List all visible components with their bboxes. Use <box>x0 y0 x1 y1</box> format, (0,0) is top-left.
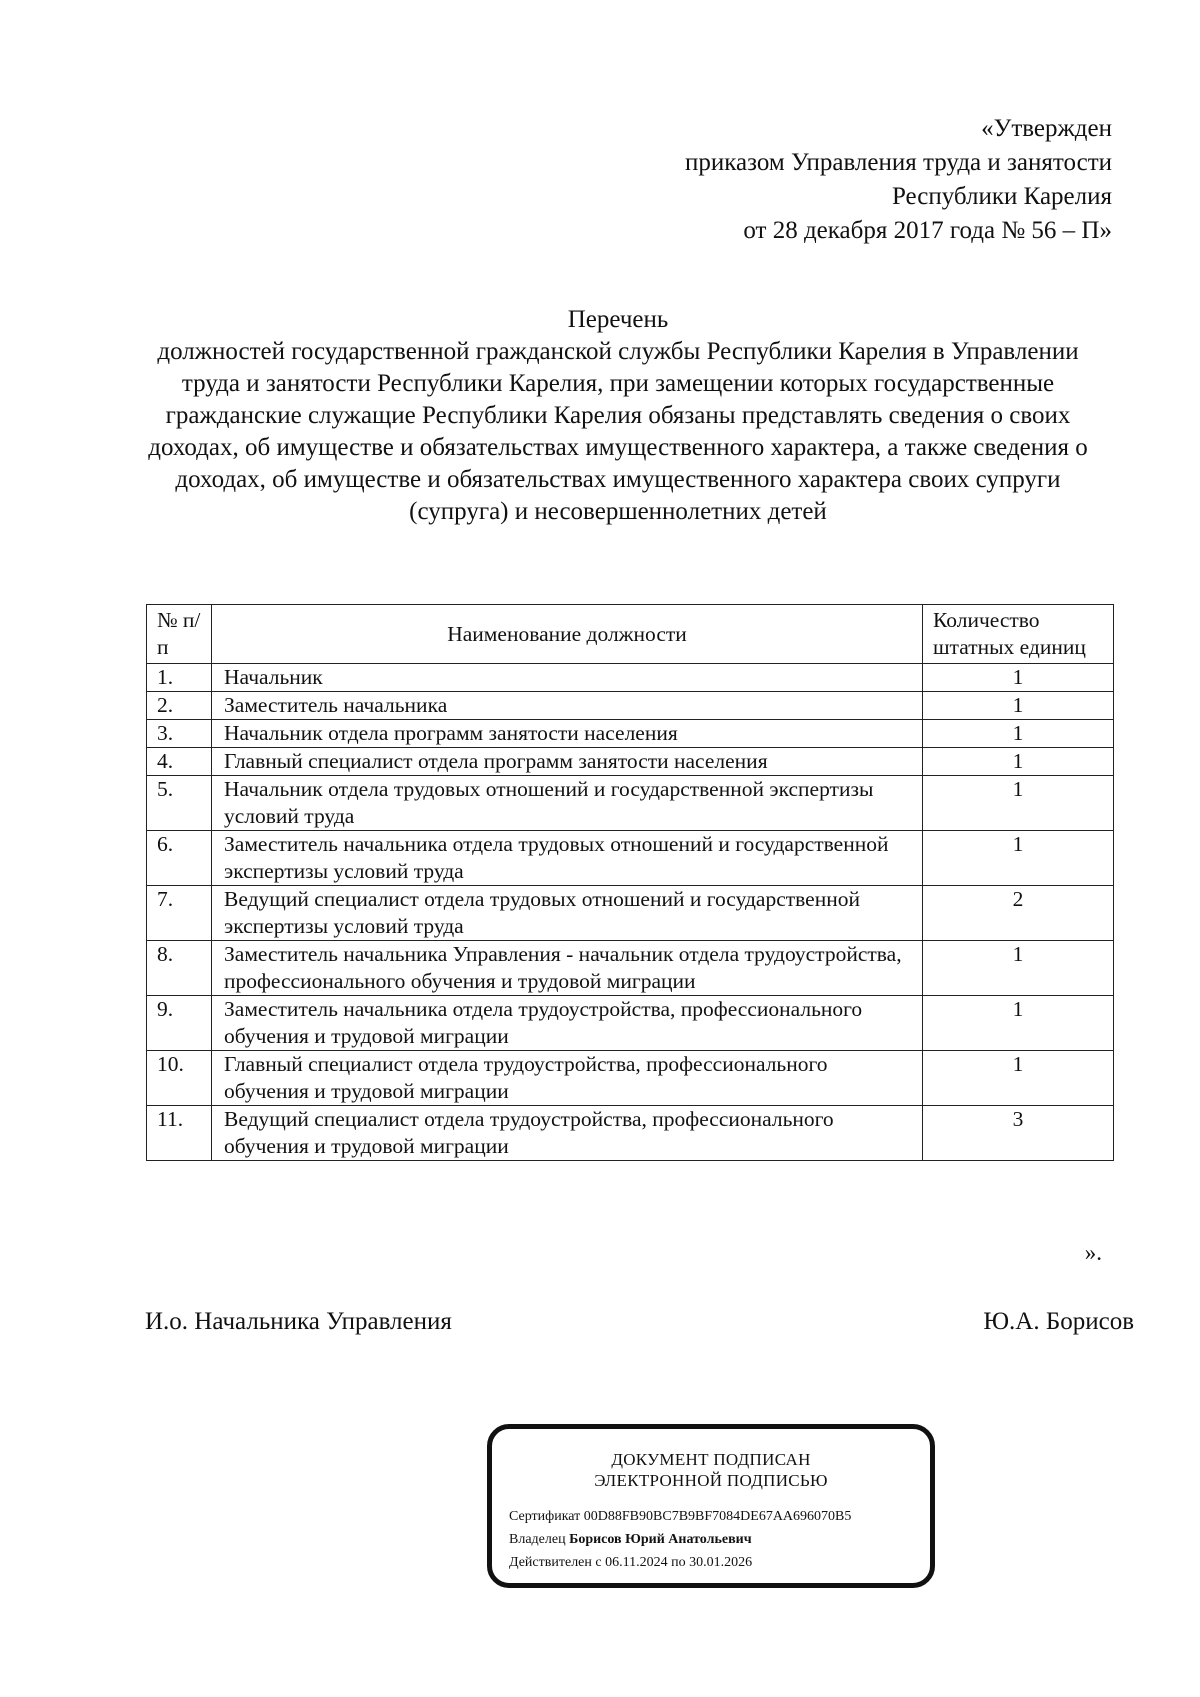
row-count: 1 <box>923 748 1114 776</box>
approval-line: приказом Управления труда и занятости <box>685 149 1112 176</box>
row-num: 9. <box>147 996 212 1051</box>
row-num: 8. <box>147 941 212 996</box>
row-position-name: Ведущий специалист отдела трудоустройства, профессионального обучения и трудовой миграции <box>212 1106 923 1161</box>
row-count: 1 <box>923 664 1114 692</box>
stamp-line: ЭЛЕКТРОННОЙ ПОДПИСЬЮ <box>594 1471 828 1490</box>
signatory-title: И.о. Начальника Управления <box>145 1308 452 1335</box>
owner-label: Владелец <box>509 1532 566 1547</box>
stamp-header <box>492 1449 930 1491</box>
certificate-value: 00D88FB90BC7B9BF7084DE67AA696070B5 <box>583 1509 852 1524</box>
closing-quote: ». <box>1084 1240 1102 1265</box>
header-name: Наименование должности <box>212 605 923 664</box>
row-count: 1 <box>923 692 1114 720</box>
row-position-name: Главный специалист отдела программ занятости населения <box>212 748 923 776</box>
approval-line: Республики Карелия <box>891 183 1112 210</box>
row-num: 11. <box>147 1106 212 1161</box>
table-row <box>147 996 1114 1051</box>
table-body <box>147 664 1114 1161</box>
certificate-label: Сертификат <box>509 1509 581 1524</box>
table-row <box>147 748 1114 776</box>
stamp-owner <box>509 1528 930 1551</box>
document-title: Перечень <box>567 306 669 333</box>
table-header-row <box>147 605 1114 664</box>
row-num: 3. <box>147 720 212 748</box>
stamp-details <box>509 1505 930 1574</box>
row-count: 1 <box>923 941 1114 996</box>
row-count: 1 <box>923 720 1114 748</box>
approval-block <box>685 112 1112 248</box>
row-position-name: Заместитель начальника Управления - начальник отдела трудоустройства, профессионального обучения и трудовой миграции <box>212 941 923 996</box>
table-row <box>147 831 1114 886</box>
row-position-name: Ведущий специалист отдела трудовых отношений и государственной экспертизы условий труда <box>212 886 923 941</box>
owner-value: Борисов Юрий Анатольевич <box>569 1532 752 1547</box>
document-subtitle: должностей государственной гражданской службы Республики Карелия в Управлении труда и занятости Республики Карелия, при замещении которых государственные гражданские служащие Республики Карелия обязаны представлять сведения о своих доходах, об имуществе и обязательствах имущественного характера, а также сведения о доходах, об имуществе и обязательствах имущественного характера своих супруги (супруга) и несовершеннолетних детей <box>148 338 1088 525</box>
row-position-name: Заместитель начальника отдела трудоустройства, профессионального обучения и трудовой миграции <box>212 996 923 1051</box>
valid-to: 30.01.2026 <box>689 1555 753 1570</box>
row-count: 2 <box>923 886 1114 941</box>
signatory-name: Ю.А. Борисов <box>983 1308 1134 1335</box>
table-row <box>147 776 1114 831</box>
header-count: Количество штатных единиц <box>923 605 1114 664</box>
row-count: 1 <box>923 1051 1114 1106</box>
row-count: 1 <box>923 996 1114 1051</box>
positions-table <box>146 604 1114 1161</box>
document-heading <box>130 304 1106 528</box>
approval-line: от 28 декабря 2017 года № 56 – П» <box>743 217 1112 244</box>
row-count: 1 <box>923 776 1114 831</box>
header-num: № п/п <box>147 605 212 664</box>
stamp-line: ДОКУМЕНТ ПОДПИСАН <box>611 1450 811 1469</box>
row-count: 1 <box>923 831 1114 886</box>
stamp-validity <box>509 1551 930 1574</box>
table-row <box>147 664 1114 692</box>
electronic-signature-stamp <box>487 1424 935 1588</box>
row-position-name: Начальник <box>212 664 923 692</box>
row-position-name: Главный специалист отдела трудоустройства, профессионального обучения и трудовой миграции <box>212 1051 923 1106</box>
table-row <box>147 941 1114 996</box>
row-num: 6. <box>147 831 212 886</box>
approval-line: «Утвержден <box>981 115 1112 142</box>
table-row <box>147 1106 1114 1161</box>
row-position-name: Начальник отдела трудовых отношений и государственной экспертизы условий труда <box>212 776 923 831</box>
row-position-name: Заместитель начальника отдела трудовых отношений и государственной экспертизы условий труда <box>212 831 923 886</box>
table-row <box>147 886 1114 941</box>
table-row <box>147 692 1114 720</box>
row-position-name: Начальник отдела программ занятости населения <box>212 720 923 748</box>
row-num: 7. <box>147 886 212 941</box>
valid-from: 06.11.2024 <box>605 1555 668 1570</box>
valid-to-label: по <box>671 1555 686 1570</box>
row-count: 3 <box>923 1106 1114 1161</box>
row-num: 1. <box>147 664 212 692</box>
row-num: 10. <box>147 1051 212 1106</box>
table-row <box>147 1051 1114 1106</box>
row-num: 2. <box>147 692 212 720</box>
table-row <box>147 720 1114 748</box>
row-num: 4. <box>147 748 212 776</box>
valid-label: Действителен с <box>509 1555 602 1570</box>
row-num: 5. <box>147 776 212 831</box>
row-position-name: Заместитель начальника <box>212 692 923 720</box>
stamp-certificate <box>509 1505 930 1528</box>
